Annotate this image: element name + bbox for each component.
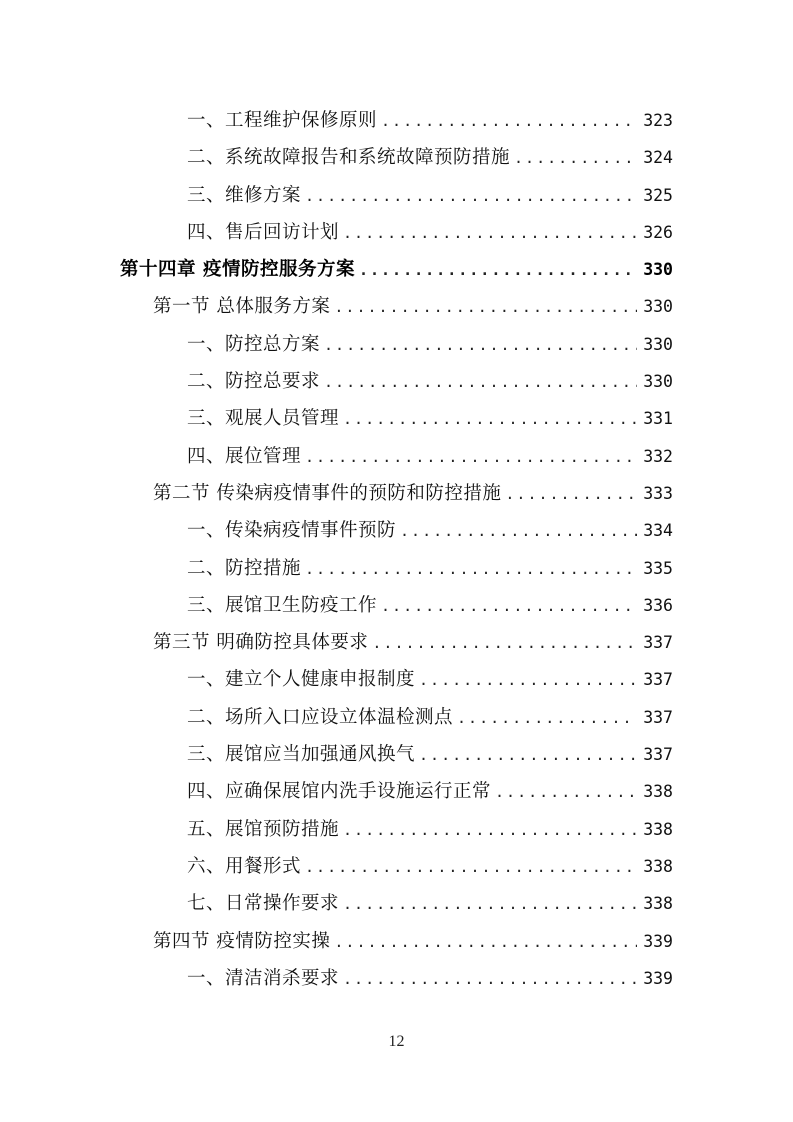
toc-dot-leader bbox=[495, 774, 637, 811]
toc-entry-page-number: 330 bbox=[643, 297, 673, 317]
toc-entry-page-number: 334 bbox=[643, 521, 673, 541]
toc-subsection-entry[interactable] bbox=[0, 139, 793, 176]
toc-subsection-entry[interactable] bbox=[0, 550, 793, 587]
toc-entry-page-number: 338 bbox=[643, 894, 673, 914]
toc-entry-page-number: 333 bbox=[643, 483, 673, 503]
toc-subsection-entry[interactable] bbox=[0, 438, 793, 475]
toc-entry-page-number: 331 bbox=[643, 409, 673, 429]
toc-entry-page-number: 335 bbox=[643, 558, 673, 578]
toc-entry-page-number: 338 bbox=[643, 856, 673, 876]
toc-entry-page-number: 338 bbox=[643, 782, 673, 802]
toc-entry-title: 第十四章 疫情防控服务方案 bbox=[120, 259, 355, 281]
toc-dot-leader bbox=[324, 364, 637, 401]
toc-entry-page-number: 339 bbox=[643, 968, 673, 988]
toc-subsection-entry[interactable] bbox=[0, 363, 793, 400]
toc-entry-page-number: 338 bbox=[643, 819, 673, 839]
toc-entry-title: 一、建立个人健康申报制度 bbox=[187, 669, 416, 691]
toc-subsection-entry[interactable] bbox=[0, 736, 793, 773]
toc-section-entry[interactable] bbox=[0, 923, 793, 960]
toc-dot-leader bbox=[305, 849, 637, 886]
toc-dot-leader bbox=[343, 401, 637, 438]
toc-dot-leader bbox=[343, 961, 637, 998]
toc-entry-page-number: 339 bbox=[643, 931, 673, 951]
toc-subsection-entry[interactable] bbox=[0, 214, 793, 251]
toc-dot-leader bbox=[381, 588, 637, 625]
toc-entry-title: 六、用餐形式 bbox=[187, 855, 302, 877]
toc-subsection-entry[interactable] bbox=[0, 885, 793, 922]
toc-subsection-entry[interactable] bbox=[0, 326, 793, 363]
toc-entry-title: 第四节 疫情防控实操 bbox=[153, 930, 331, 952]
toc-entry-page-number: 337 bbox=[643, 707, 673, 727]
page-number: 12 bbox=[388, 1033, 405, 1050]
toc-entry-page-number: 332 bbox=[643, 446, 673, 466]
toc-entry-page-number: 330 bbox=[643, 334, 673, 354]
toc-entry-page-number: 326 bbox=[643, 222, 673, 242]
toc-entry-title: 三、展馆应当加强通风换气 bbox=[187, 744, 416, 766]
toc-dot-leader bbox=[372, 625, 637, 662]
toc-entry-title: 四、售后回访计划 bbox=[187, 221, 340, 243]
toc-chapter-entry[interactable] bbox=[0, 251, 793, 288]
toc-entry-title: 三、观展人员管理 bbox=[187, 408, 340, 430]
toc-dot-leader bbox=[305, 439, 637, 476]
toc-entry-title: 第三节 明确防控具体要求 bbox=[153, 632, 369, 654]
toc-section-entry[interactable] bbox=[0, 288, 793, 325]
toc-dot-leader bbox=[343, 812, 637, 849]
toc-dot-leader bbox=[305, 551, 637, 588]
toc-dot-leader bbox=[381, 103, 637, 140]
toc-entry-page-number: 336 bbox=[643, 595, 673, 615]
toc-entry-title: 一、工程维护保修原则 bbox=[187, 110, 378, 131]
toc-dot-leader bbox=[419, 737, 637, 774]
toc-entry-title: 四、展位管理 bbox=[187, 445, 302, 467]
toc-entry-page-number: 337 bbox=[643, 745, 673, 765]
toc-dot-leader bbox=[334, 289, 637, 326]
toc-subsection-entry[interactable] bbox=[0, 587, 793, 624]
toc-subsection-entry[interactable] bbox=[0, 102, 793, 139]
toc-subsection-entry[interactable] bbox=[0, 512, 793, 549]
toc-entry-title: 第二节 传染病疫情事件的预防和防控措施 bbox=[153, 482, 502, 504]
toc-subsection-entry[interactable] bbox=[0, 661, 793, 698]
toc-subsection-entry[interactable] bbox=[0, 773, 793, 810]
toc-entry-title: 一、防控总方案 bbox=[187, 333, 321, 355]
toc-subsection-entry[interactable] bbox=[0, 400, 793, 437]
toc-dot-leader bbox=[419, 662, 637, 699]
toc-subsection-entry[interactable] bbox=[0, 811, 793, 848]
toc-entry-page-number: 324 bbox=[643, 148, 673, 168]
toc-entry-title: 七、日常操作要求 bbox=[187, 893, 340, 915]
toc-entry-title: 第一节 总体服务方案 bbox=[153, 296, 331, 318]
toc-entry-title: 一、传染病疫情事件预防 bbox=[187, 520, 397, 542]
toc-entry-title: 二、防控措施 bbox=[187, 557, 302, 579]
toc-dot-leader bbox=[505, 476, 637, 513]
toc-entry-title: 二、场所入口应设立体温检测点 bbox=[187, 706, 454, 728]
toc-subsection-entry[interactable] bbox=[0, 177, 793, 214]
toc-entry-title: 二、防控总要求 bbox=[187, 371, 321, 393]
toc-entry-title: 三、维修方案 bbox=[187, 184, 302, 206]
toc-entry-title: 四、应确保展馆内洗手设施运行正常 bbox=[187, 781, 492, 803]
toc-section-entry[interactable] bbox=[0, 475, 793, 512]
toc-entry-title: 一、清洁消杀要求 bbox=[187, 967, 340, 989]
toc-section-entry[interactable] bbox=[0, 624, 793, 661]
toc-dot-leader bbox=[334, 924, 637, 961]
toc-dot-leader bbox=[343, 886, 637, 923]
toc-dot-leader bbox=[514, 140, 637, 177]
toc-dot-leader bbox=[343, 215, 637, 252]
table-of-contents bbox=[0, 102, 793, 997]
toc-entry-page-number: 323 bbox=[643, 111, 673, 130]
toc-entry-page-number: 325 bbox=[643, 185, 673, 205]
toc-subsection-entry[interactable] bbox=[0, 848, 793, 885]
toc-subsection-entry[interactable] bbox=[0, 699, 793, 736]
toc-dot-leader bbox=[457, 700, 637, 737]
toc-subsection-entry[interactable] bbox=[0, 960, 793, 997]
toc-dot-leader bbox=[359, 252, 637, 289]
toc-entry-page-number: 337 bbox=[643, 670, 673, 690]
toc-entry-page-number: 337 bbox=[643, 633, 673, 653]
toc-dot-leader bbox=[305, 178, 637, 215]
toc-entry-title: 三、展馆卫生防疫工作 bbox=[187, 594, 378, 616]
toc-dot-leader bbox=[324, 327, 637, 364]
toc-entry-title: 五、展馆预防措施 bbox=[187, 818, 340, 840]
toc-entry-page-number: 330 bbox=[643, 260, 673, 280]
toc-entry-title: 二、系统故障报告和系统故障预防措施 bbox=[187, 147, 511, 169]
toc-dot-leader bbox=[400, 513, 637, 550]
toc-entry-page-number: 330 bbox=[643, 372, 673, 392]
